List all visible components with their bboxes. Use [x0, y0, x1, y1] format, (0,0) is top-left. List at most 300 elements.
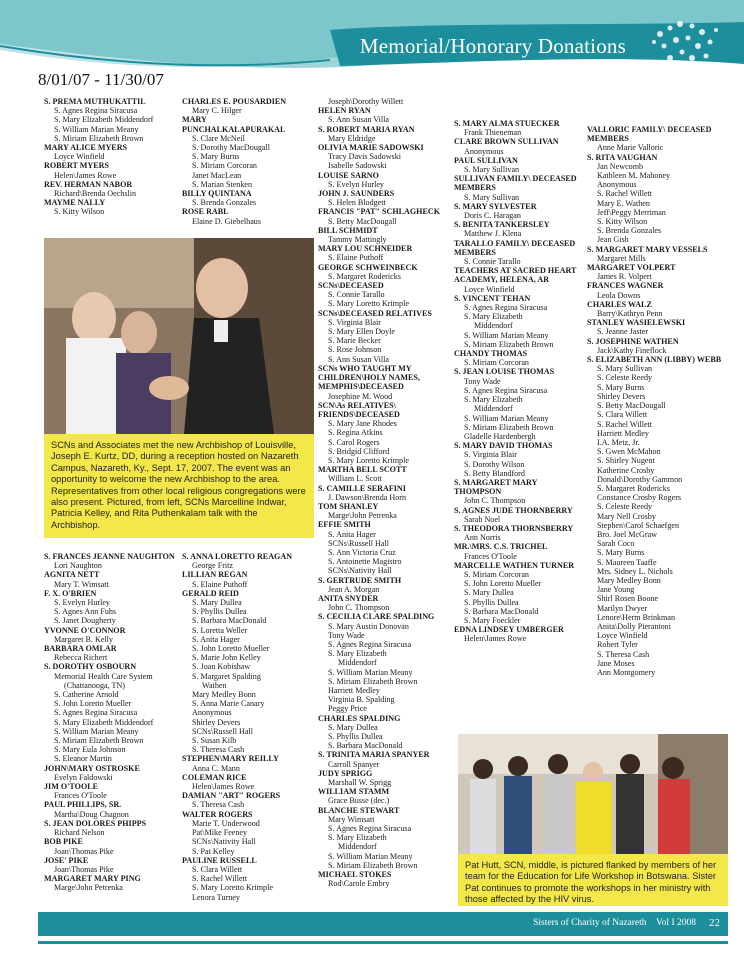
donor-name: Evelyn Faldowski	[54, 772, 113, 782]
donation-entry	[318, 787, 450, 805]
donor-name: Anonymous	[464, 146, 504, 156]
donor-name: Mary T. Wimsatt	[54, 579, 109, 589]
donor-name: Isabelle Sadowski	[328, 161, 387, 171]
donation-entry	[587, 355, 727, 677]
donor-name: S. Elaine Puthoff	[192, 579, 248, 589]
donation-entry	[318, 520, 450, 575]
archbishop-reception-photo	[44, 238, 314, 434]
donor-name: S. Rachel Willett	[597, 189, 653, 199]
donor-name: Doris C. Haragan	[464, 211, 521, 221]
donation-entry	[454, 524, 584, 542]
donation-entry	[44, 198, 178, 216]
donor-name: S. Dorothy MacDougall	[192, 143, 271, 153]
donor-name: S. Phyllis Dullea	[192, 607, 247, 617]
donor-name: S. Kitty Wilson	[54, 207, 105, 217]
donation-entry	[44, 800, 178, 818]
donor-name: Matthew J. Klena	[464, 229, 522, 239]
donor-name: S. Joan Kobishaw	[192, 662, 251, 672]
donation-entry	[182, 773, 312, 791]
donor-name: S. Catherine Arnold	[54, 690, 119, 700]
donation-column-2-top	[182, 97, 312, 226]
donation-entry	[454, 367, 584, 441]
donor-name: S. Mary Elizabeth	[328, 833, 387, 843]
donation-entry	[44, 662, 178, 763]
botswana-photo-caption: Pat Hutt, SCN, middle, is pictured flanked by members of her team for the Education for Life Workshop in Botswana. Sister Pat continues to promote the workshops in her ministry with those affected by the HIV virus.	[458, 854, 728, 906]
honoree-name: S. MARGARET MARY VESSELS	[587, 244, 708, 254]
donor-name: S. Agnes Regina Siracusa	[54, 106, 138, 116]
donor-name: S. Phyllis Dullea	[328, 732, 383, 742]
honoree-name: S. THEODORA THORNSBERRY	[454, 523, 574, 533]
donation-entry	[44, 626, 178, 644]
donor-name: S. Phyllis Dullea	[464, 597, 519, 607]
donor-name: Joseph\Dorothy Willett	[328, 97, 404, 106]
donor-name: S. Anita Hager	[192, 634, 240, 644]
donor-name: Pat\Mike Feeney	[192, 828, 248, 838]
donor-name: S. Agnes Regina Siracusa	[54, 708, 138, 718]
donation-entry	[44, 874, 178, 892]
donor-name: S. Agnes Regina Siracusa	[328, 639, 412, 649]
donor-name: S. Mary Loretto Krimple	[328, 299, 409, 309]
honoree-name: MARGARET MARY PING	[44, 874, 141, 884]
donor-name: Jack\Kathy Fineflock	[597, 345, 667, 355]
donor-name: Robert Tyler	[597, 640, 638, 650]
donor-name: S. Mary Dullea	[464, 588, 514, 598]
donor-name: S. Mary Elizabeth Middendorf	[54, 717, 154, 727]
donor-name: S. Anna Marie Canary	[192, 699, 265, 709]
honoree-name: GERALD REID	[182, 588, 239, 598]
donor-name: S. Evelyn Hurley	[328, 179, 384, 189]
donor-name: Shirley Devers	[597, 391, 646, 401]
donor-name: S. Helen Blodgett	[328, 198, 386, 208]
honoree-name: CHARLES E. POUSARDIEN	[182, 97, 287, 106]
donor-name: Anonymous	[597, 180, 637, 190]
donor-name: S. Maureen Taaffe	[597, 557, 657, 567]
donor-name: S. Theresa Cash	[192, 800, 245, 810]
honoree-name: PAUL PHILLIPS, SR.	[44, 800, 122, 810]
donation-entry	[44, 782, 178, 800]
donor-name: S. Carol Rogers	[328, 437, 380, 447]
donor-name: S. Elaine Puthoff	[328, 253, 384, 263]
donor-name: Marshall W. Sprigg	[328, 778, 392, 788]
donor-name: Frank Thieneman	[464, 128, 522, 138]
donor-name: Ann Montgomery	[597, 667, 656, 677]
donor-name: Gladelle Hardenbergh	[464, 431, 536, 441]
donation-entry	[454, 506, 584, 524]
donor-name: S. Barbara MacDonald	[328, 741, 403, 751]
honoree-name: F. X. O'BRIEN	[44, 588, 97, 598]
donation-entry	[587, 300, 727, 318]
donor-name: S. Celeste Reedy	[597, 373, 653, 383]
donor-name: Grace Busse (dec.)	[328, 796, 390, 806]
honoree-name: LILLIAN REGAN	[182, 570, 248, 580]
donation-entry	[318, 502, 450, 520]
donation-entry	[318, 244, 450, 262]
donor-name: Sarah Noel	[464, 514, 501, 524]
donor-name: Anonymous	[192, 708, 232, 718]
donor-name: S. Rose Johnson	[328, 345, 382, 355]
donation-entry	[587, 245, 727, 263]
honoree-name: EFFIE SMITH	[318, 520, 371, 530]
honoree-name: S. RITA VAUGHAN	[587, 152, 658, 162]
honoree-name: SCNs\DECEASED RELATIVES	[318, 308, 432, 318]
honoree-name: S. DOROTHY OSBOURN	[44, 662, 137, 672]
donor-name: S. Marie John Kelley	[192, 653, 261, 663]
donation-entry	[318, 97, 450, 106]
donation-column-5	[587, 125, 727, 677]
honoree-name: GEORGE SCHWEINBECK	[318, 262, 418, 272]
honoree-name: REV. HERMAN NABOR	[44, 179, 133, 189]
donor-name: Ann Norris	[464, 533, 501, 543]
donor-name: S. Ann Susan Villa	[328, 115, 389, 125]
honoree-name: ROBERT MYERS	[44, 161, 110, 171]
donor-name: SCNs\Russell Hall	[192, 726, 253, 736]
donor-name: S. Mary Sullivan	[597, 364, 653, 374]
donor-name: J. Dawson\Brenda Horn	[328, 492, 407, 502]
donation-entry	[318, 207, 450, 225]
donor-name: S. Miriam Elizabeth Brown	[328, 860, 418, 870]
donor-name: S. Mary Elizabeth	[464, 395, 523, 405]
donation-entry	[182, 856, 312, 902]
donor-name: Tammy Mattingly	[328, 235, 387, 245]
donor-name: S. Rachel Willett	[192, 874, 248, 884]
donor-name: Loyce Winfield	[597, 631, 648, 641]
donation-entry	[318, 484, 450, 502]
donor-name: S. Jeanne Jaster	[597, 327, 649, 337]
donor-name: S. Connie Tarallo	[328, 290, 385, 300]
honoree-name: STEPHEN\MARY REILLY	[182, 754, 279, 764]
botswana-team-photo	[458, 734, 728, 854]
donation-entry	[182, 207, 312, 225]
donor-name: Helen\James Rowe	[464, 634, 527, 644]
honoree-name: MARY LOU SCHNEIDER	[318, 244, 413, 254]
honoree-name: MAYME NALLY	[44, 198, 106, 208]
honoree-name: SCNs\DECEASED	[318, 281, 384, 291]
donor-name: S. Agnes Regina Siracusa	[464, 385, 548, 395]
donor-name: Mary Eldridge	[328, 133, 376, 143]
donor-name: Jean Gish	[597, 235, 629, 245]
donor-name: S. Agnes Ann Fuhs	[54, 607, 117, 617]
donor-name: S. Celeste Reedy	[597, 502, 653, 512]
donation-entry	[182, 810, 312, 856]
donor-name: James R. Volpert	[597, 272, 652, 282]
donor-name: S. Mary Loretto Krimple	[192, 883, 273, 893]
donor-name: S. Miriam Corcoran	[464, 569, 529, 579]
donor-name: Virginia B. Spalding	[328, 695, 395, 705]
donor-name: John C. Thompson	[328, 603, 390, 613]
donor-name: Shirl Rosen Boone	[597, 594, 659, 604]
donor-name: Marge\John Petrenka	[328, 511, 397, 521]
honoree-name: S. FRANCES JEANNE NAUGHTON	[44, 552, 175, 561]
honoree-name: BILLY QUINTANA	[182, 189, 252, 199]
donor-name: S. Kitty Wilson	[597, 217, 648, 227]
donor-name: Mary Medley Bonn	[192, 690, 256, 700]
donor-name: S. William Marian Meany	[464, 413, 549, 423]
donor-name: Sarah Coco	[597, 539, 635, 549]
donor-name: S. Agnes Regina Siracusa	[328, 824, 412, 834]
donor-name: Joan\Thomas Pike	[54, 846, 114, 856]
donation-entry	[454, 478, 584, 506]
donation-entry	[587, 153, 727, 245]
donation-entry	[44, 589, 178, 626]
donation-entry	[44, 143, 178, 161]
donation-column-3	[318, 97, 450, 888]
donor-name: Frances O'Toole	[54, 791, 107, 801]
honoree-name: S. GERTRUDE SMITH	[318, 575, 402, 585]
donor-name: S. Theresa Cash	[192, 745, 245, 755]
honoree-name: S. AGNES JUDE THORNBERRY	[454, 505, 573, 515]
donation-column-2-bottom	[182, 552, 312, 902]
donor-name: Middendorf	[338, 842, 377, 852]
donation-column-4	[454, 119, 584, 644]
donation-entry	[318, 263, 450, 281]
donation-column-1-bottom	[44, 552, 178, 893]
donor-name: S. Brenda Gonzales	[597, 226, 662, 236]
donor-name: S. Miriam Elizabeth Brown	[464, 422, 554, 432]
honoree-name: S. MARY SYLVESTER	[454, 201, 537, 211]
donor-name: SCNs\Nativity Hall	[192, 837, 256, 847]
donor-name: S. Miriam Elizabeth Brown	[54, 133, 144, 143]
donor-name: S. Miriam Corcoran	[192, 161, 257, 171]
donor-name: S. William Marian Meany	[54, 124, 139, 134]
donation-entry	[318, 281, 450, 309]
donor-name: Mary Wimsatt	[328, 814, 375, 824]
donor-name: Wathen	[202, 680, 227, 690]
donation-entry	[44, 570, 178, 588]
donation-entry	[44, 819, 178, 837]
honoree-name: S. MARGARET MARY THOMPSON	[454, 477, 538, 497]
donor-name: Joan\Thomas Pike	[54, 864, 114, 874]
honoree-name: S. ANNA LORETTO REAGAN	[182, 552, 293, 561]
donor-name: S. Marie Becker	[328, 336, 381, 346]
donor-name: S. Dorothy Wilson	[464, 459, 525, 469]
honoree-name: CLARE BROWN SULLIVAN	[454, 137, 559, 147]
donation-entry	[587, 125, 727, 153]
donor-name: Lenora Turney	[192, 892, 240, 902]
donation-entry	[44, 97, 178, 143]
donor-name: S. Bridgid Clifford	[328, 446, 390, 456]
donor-name: Jan Newcomb	[597, 161, 644, 171]
donor-name: Marilyn Dwyer	[597, 603, 648, 613]
donor-name: S. Mary Elizabeth	[464, 312, 523, 322]
honoree-name: JUDY SPRIGG	[318, 768, 373, 778]
donor-name: S. Miriam Corcoran	[464, 358, 529, 368]
donation-entry	[587, 281, 727, 299]
donor-name: Loyce Winfield	[464, 284, 515, 294]
donation-entry	[182, 552, 312, 570]
honoree-name: TEACHERS AT SACRED HEART ACADEMY, HELENA, AR	[454, 266, 577, 285]
donor-name: Harriett Medley	[328, 686, 380, 695]
donor-name: Lenore\Herm Brinkman	[597, 612, 675, 622]
donor-name: S. John Loretto Mueller	[54, 699, 132, 709]
donor-name: Jane Young	[597, 585, 635, 595]
page-footer	[38, 912, 728, 936]
donor-name: Constance Crosby Rogers	[597, 493, 682, 503]
donation-entry	[454, 137, 584, 155]
donor-name: Mary E. Wathen	[597, 198, 650, 208]
donor-name: Memorial Health Care System	[54, 671, 153, 681]
donation-column-1-top	[44, 97, 178, 217]
honoree-name: S. MARY DAVID THOMAS	[454, 441, 553, 451]
donor-name: S. Rachel Willett	[597, 419, 653, 429]
donor-name: Mary Medley Bonn	[597, 575, 661, 585]
donor-name: Mrs. Sidney L. Nichols	[597, 566, 673, 576]
donor-name: Frances O'Toole	[464, 551, 517, 561]
donation-entry	[318, 769, 450, 787]
honoree-name: JOHN J. SAUNDERS	[318, 189, 395, 199]
donation-entry	[318, 594, 450, 612]
honoree-name: AGNITA NETT	[44, 570, 100, 580]
honoree-name: MARCELLE WATHEN TURNER	[454, 560, 575, 570]
donation-entry	[44, 856, 178, 874]
donor-name: I.A. Metz, Jr.	[597, 437, 640, 447]
donor-name: Mary Nell Crosby	[597, 511, 656, 521]
donor-name: S. Mary Foeckler	[464, 615, 521, 625]
donor-name: S. Clare McNeil	[192, 133, 245, 143]
honoree-name: SCNs WHO TAUGHT MY CHILDREN\HOLY NAMES, MEMPHIS\DECEASED	[318, 363, 420, 392]
donor-name: S. Janet Dougherty	[54, 616, 116, 626]
honoree-name: COLEMAN RICE	[182, 772, 247, 782]
donation-entry	[318, 143, 450, 171]
donor-name: Josephine M. Wood	[328, 391, 393, 401]
honoree-name: TOM SHANLEY	[318, 501, 379, 511]
donor-name: S. Betty MacDougall	[597, 401, 666, 411]
honoree-name: JOHN\MARY OSTROSKE	[44, 763, 140, 773]
donation-entry	[454, 266, 584, 294]
honoree-name: JOSE' PIKE	[44, 855, 89, 865]
donor-name: Tony Wade	[328, 630, 365, 640]
donor-name: Katherine Crosby	[597, 465, 655, 475]
donor-name: Tony Wade	[464, 376, 501, 386]
donor-name: Mary C. Hilger	[192, 106, 242, 116]
donor-name: Elaine D. Giebelhaus	[192, 216, 261, 226]
honoree-name: S. BENITA TANKERSLEY	[454, 220, 550, 230]
honoree-name: S. CECILIA CLARE SPALDING	[318, 612, 435, 622]
honoree-name: BOB PIKE	[44, 837, 83, 847]
dove-logo-icon	[640, 14, 730, 84]
donation-entry	[454, 542, 584, 560]
donation-entry	[318, 364, 450, 401]
honoree-name: MARTHA BELL SCOTT	[318, 465, 407, 475]
donor-name: S. Regina Atkins	[328, 428, 383, 438]
donor-name: S. Virginia Blair	[464, 450, 517, 460]
donor-name: S. Mary Burns	[192, 152, 240, 162]
donor-name: S. Clara Willett	[597, 410, 648, 420]
donor-name: William L. Scott	[328, 474, 382, 484]
donor-name: Margaret Mills	[597, 253, 646, 263]
donor-name: Jeff\Peggy Merriman	[597, 207, 666, 217]
donor-name: S. Brenda Gonzales	[192, 198, 257, 208]
donor-name: S. Mary Jane Rhodes	[328, 419, 397, 429]
donor-name: S. Mary Burns	[597, 382, 645, 392]
donor-name: S. Shirley Nugent	[597, 456, 655, 466]
honoree-name: JIM O'TOOLE	[44, 782, 99, 792]
donor-name: Rod\Carole Embry	[328, 879, 390, 889]
donor-name: S. Susan Kilb	[192, 736, 237, 746]
footer-publication-name: Sisters of Charity of Nazareth	[533, 918, 647, 928]
honoree-name: DAMIAN "ART" ROGERS	[182, 791, 281, 801]
donor-name: S. Loretta Weller	[192, 625, 248, 635]
donation-entry	[454, 441, 584, 478]
honoree-name: S. CAMILLE SERAFINI	[318, 483, 406, 493]
donor-name: Middendorf	[474, 321, 513, 331]
honoree-name: TARALLO FAMILY\ DECEASED MEMBERS	[454, 238, 576, 257]
donation-entry	[44, 837, 178, 855]
donor-name: S. Barbara MacDonald	[192, 616, 267, 626]
donor-name: Middendorf	[474, 404, 513, 414]
donor-name: S. Miriam Elizabeth Brown	[328, 676, 418, 686]
donor-name: Loyce Winfield	[54, 152, 105, 162]
donor-name: S. Miriam Elizabeth Brown	[464, 339, 554, 349]
donation-entry	[318, 401, 450, 465]
honoree-name: S. PREMA MUTHUKATTIL	[44, 97, 146, 106]
donation-entry	[587, 263, 727, 281]
donor-name: SCNs\Russell Hall	[328, 538, 389, 548]
donor-name: Harriett Medley	[597, 428, 649, 438]
donor-name: S. William Marian Meany	[54, 726, 139, 736]
donor-name: S. Mary Dullea	[192, 598, 242, 608]
donation-entry	[44, 180, 178, 198]
donor-name: S. Betty MacDougall	[328, 216, 397, 226]
donor-name: Richard\Brenda Oechslin	[54, 189, 137, 199]
donation-entry	[318, 750, 450, 768]
honoree-name: S. TRINITA MARIA SPANYER	[318, 750, 430, 760]
donor-name: S. Eleanor Martin	[54, 754, 112, 764]
donor-name: S. Margaret Spalding	[192, 671, 261, 681]
donor-name: S. Gwen McMahon	[597, 447, 661, 457]
donor-name: S. Clara Willett	[192, 864, 243, 874]
honoree-name: PAUL SULLIVAN	[454, 155, 518, 165]
honoree-name: S. ELIZABETH ANN (LIBBY) WEBB	[587, 355, 722, 365]
donor-name: S. John Loretto Mueller	[192, 644, 270, 654]
page-title: Memorial/Honorary Donations	[359, 34, 626, 58]
donor-name: S. Mary Loretto Krimple	[328, 455, 409, 465]
honoree-name: SCN\As RELATIVES\ FRIENDS\DECEASED	[318, 400, 400, 419]
donor-name: Helen\James Rowe	[54, 170, 117, 180]
honoree-name: BARBARA OMLAR	[44, 644, 117, 654]
donor-name: George Fritz	[192, 561, 233, 571]
donor-name: S. Ann Victoria Cruz	[328, 547, 396, 557]
donor-name: S. Mary Dullea	[328, 722, 378, 732]
honoree-name: STANLEY WASIELEWSKI	[587, 318, 686, 328]
honoree-name: S. ROBERT MARIA RYAN	[318, 124, 415, 134]
donation-entry	[587, 318, 727, 336]
donation-entry	[182, 570, 312, 588]
donation-entry	[318, 226, 450, 244]
donor-name: Janet MacLean	[192, 170, 242, 180]
donation-entry	[318, 806, 450, 870]
honoree-name: WILLIAM STAMM	[318, 787, 390, 797]
donor-name: S. Evelyn Hurley	[54, 598, 110, 608]
donation-entry	[318, 465, 450, 483]
donor-name: Marge\John Petrenka	[54, 883, 123, 893]
donor-name: S. Agnes Regina Siracusa	[464, 303, 548, 313]
donor-name: Anita\Dolly Pierantoni	[597, 621, 671, 631]
honoree-name: S. JEAN LOUISE THOMAS	[454, 367, 555, 377]
honoree-name: ROSE RABL	[182, 207, 229, 217]
donor-name: Carroll Spanyer	[328, 759, 380, 769]
donor-name: Kathleen M. Mahoney	[597, 171, 671, 181]
donor-name: S. Ann Susan Villa	[328, 354, 389, 364]
donor-name: John C. Thompson	[464, 496, 526, 506]
donor-name: S. Betty Blandford	[464, 468, 525, 478]
donation-entry	[182, 791, 312, 809]
donation-entry	[44, 644, 178, 662]
donor-name: S. William Marian Meany	[328, 667, 413, 677]
donor-name: Jane Moses	[597, 658, 635, 668]
donor-name: S. Margaret Rodericks	[597, 483, 670, 493]
honoree-name: S. MARY ALMA STUECKER	[454, 119, 560, 128]
donor-name: Peggy Price	[328, 704, 367, 714]
